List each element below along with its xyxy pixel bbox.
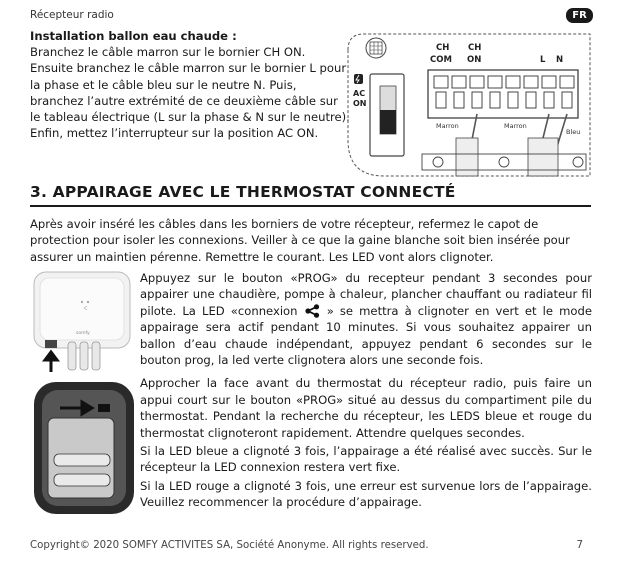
footer-copyright: Copyright© 2020 SOMFY ACTIVITES SA, Société Anonyme. All rights reserved. [30,540,429,551]
wire-marron-1-label: Marron [436,122,459,130]
step-paragraph-1 [140,270,592,368]
screw-icon [366,38,386,58]
receiver-cable-1 [68,342,76,370]
ch-com-label-top: CH [436,43,450,53]
step-1-text-after: » se mettra à clignoter en vert et le mode appairage sera actif pendant 10 minutes. Si vous souhaitez appairer un ballon d’eau chaude indépendant, appuyez pendant 6 secondes sur le bouton prog, la led verte clignotera alors une seconde fois. [140,303,592,368]
arrow-up-icon [45,352,57,372]
ac-label-bottom: ON [353,99,367,108]
battery-1 [54,454,110,466]
ac-switch-lever [380,110,396,134]
battery-2 [54,474,110,486]
section-intro: Après avoir inséré les câbles dans les borniers de votre récepteur, refermez le capot de protection pour isoler les connexions. Veiller à ce que la gaine blanche soit bien insérée pour assurer un maintien pérenne. Remettre le courant. Les LED vont alors clignoter. [30,217,570,264]
wiring-diagram [344,30,594,180]
l-label: L [540,55,546,65]
step-paragraph-3: Si la LED bleue a clignoté 3 fois, l’appairage a été réalisé avec succès. Sur le récepteur la LED connexion restera vert fixe. [140,444,592,475]
section-title: 3. APPAIRAGE AVEC LE THERMOSTAT CONNECTÉ [30,183,456,201]
ac-label-top: AC [353,89,366,98]
thermostat-prog-button [98,404,110,412]
ch-com-label-bottom: COM [430,55,452,65]
header-label: Récepteur radio [30,9,114,21]
installation-text [30,28,350,141]
language-badge: FR [566,8,593,23]
receiver-brand: somfy [76,331,90,336]
receiver-cable-3 [92,342,100,370]
step-paragraph-2: Approcher la face avant du thermostat du récepteur radio, puis faire un appui court sur le bouton «PROG» situé au dessus du compartiment pile du thermostat. Pendant la recherche du récepteur, les LEDS bleue et rouge du thermostat clignoteront rapidement. Attendre quelques secondes. [140,376,592,440]
thermostat-figure [30,378,134,518]
receiver-cable-2 [80,342,88,370]
cable-clamp [422,154,586,170]
n-label: N [556,55,564,65]
ch-on-label-bottom: ON [467,55,482,65]
step-paragraph-4: Si la LED rouge a clignoté 3 fois, une erreur est survenue lors de l’appairage. Veuillez recommencer la procédure d’appairage. [140,478,592,510]
receiver-figure [30,268,134,374]
section-rule [30,205,591,207]
installation-body: Branchez le câble marron sur le bornier CH ON. Ensuite branchez le câble marron sur le bornier L pour la phase et le câble bleu sur le neutre N. Puis, branchez l’autre extrémité de ce deuxième câble sur le tableau électrique (L sur la phase & N sur le neutre). Enfin, mettez l’interrupteur sur la position AC ON. [30,45,350,141]
ch-on-label-top: CH [468,43,482,53]
share-icon [305,304,320,318]
page-number: 7 [576,540,583,551]
pairing-steps [140,270,592,513]
prog-button [45,340,57,348]
wire-marron-2-label: Marron [504,122,527,130]
installation-title: Installation ballon eau chaude : [30,29,237,43]
step-1-text-before: Appuyez sur le bouton «PROG» du recepteur pendant 3 secondes pour appairer une chaudière, pompe à chaleur, plancher chauffant ou radiateur fil pilote. La LED «connexion [140,271,592,318]
wire-bleu-label: Bleu [566,128,581,136]
